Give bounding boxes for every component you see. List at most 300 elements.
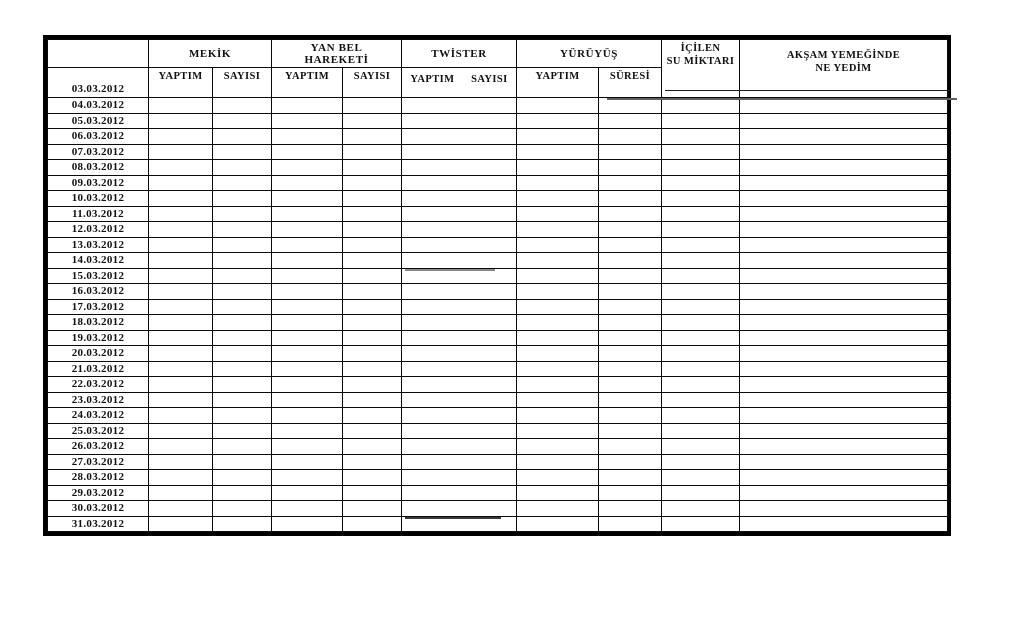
cell-yanbel-sayisi (343, 330, 402, 346)
cell-yanbel-yaptim (272, 485, 343, 501)
header-su-line2: SU (666, 56, 681, 67)
cell-yanbel-sayisi (343, 346, 402, 362)
cell-yuruyus-yaptim (517, 408, 599, 424)
cell-yuruyus-suresi (599, 439, 662, 455)
table-row (48, 191, 948, 207)
cell-mekik-sayisi (213, 98, 272, 114)
cell-yanbel-sayisi (343, 439, 402, 455)
table-row (48, 454, 948, 470)
cell-aksam-yemegi (740, 330, 948, 346)
cell-yuruyus-suresi (599, 377, 662, 393)
subheader-twister-sayisi: SAYISI (471, 74, 508, 85)
cell-yuruyus-yaptim (517, 454, 599, 470)
cell-mekik-sayisi (213, 330, 272, 346)
date-cell: 22.03.2012 (48, 377, 149, 393)
cell-su-miktari (662, 299, 740, 315)
date-cell: 09.03.2012 (48, 175, 149, 191)
cell-yuruyus-suresi (599, 330, 662, 346)
cell-mekik-sayisi (213, 175, 272, 191)
table-row (48, 485, 948, 501)
table-row (48, 160, 948, 176)
cell-yanbel-yaptim (272, 470, 343, 486)
table-row (48, 206, 948, 222)
cell-yanbel-sayisi (343, 191, 402, 207)
cell-yuruyus-yaptim (517, 330, 599, 346)
cell-yuruyus-yaptim (517, 299, 599, 315)
cell-yuruyus-suresi (599, 222, 662, 238)
cell-aksam-yemegi (740, 98, 948, 114)
cell-yuruyus-yaptim (517, 206, 599, 222)
cell-yanbel-yaptim (272, 253, 343, 269)
cell-twister (402, 284, 517, 300)
cell-mekik-yaptim (149, 361, 213, 377)
cell-yuruyus-suresi (599, 485, 662, 501)
cell-mekik-sayisi (213, 501, 272, 517)
table-row (48, 268, 948, 284)
cell-yanbel-sayisi (343, 501, 402, 517)
table-row (48, 392, 948, 408)
cell-aksam-yemegi (740, 392, 948, 408)
subheader-twister-yaptim: YAPTIM (410, 74, 455, 85)
subheader-yuruyus-yaptim: YAPTIM (517, 68, 599, 98)
cell-mekik-sayisi (213, 160, 272, 176)
cell-yanbel-sayisi (343, 113, 402, 129)
header-mekik: MEKİK (149, 40, 272, 68)
cell-twister (402, 516, 517, 532)
cell-yuruyus-suresi (599, 408, 662, 424)
date-cell: 15.03.2012 (48, 268, 149, 284)
cell-yuruyus-yaptim (517, 237, 599, 253)
date-cell: 16.03.2012 (48, 284, 149, 300)
cell-yuruyus-yaptim (517, 253, 599, 269)
cell-twister (402, 144, 517, 160)
cell-yuruyus-yaptim (517, 377, 599, 393)
table-row (48, 222, 948, 238)
cell-twister (402, 485, 517, 501)
cell-twister (402, 470, 517, 486)
cell-yanbel-sayisi (343, 237, 402, 253)
subheader-mekik-yaptim: YAPTIM (149, 68, 213, 98)
cell-mekik-sayisi (213, 315, 272, 331)
date-cell: 18.03.2012 (48, 315, 149, 331)
cell-yuruyus-yaptim (517, 516, 599, 532)
cell-twister (402, 129, 517, 145)
cell-yuruyus-suresi (599, 98, 662, 114)
cell-su-miktari (662, 98, 740, 114)
cell-su-miktari (662, 284, 740, 300)
table-row (48, 377, 948, 393)
table-row (48, 237, 948, 253)
cell-yuruyus-yaptim (517, 175, 599, 191)
cell-mekik-yaptim (149, 206, 213, 222)
cell-su-miktari (662, 439, 740, 455)
cell-mekik-sayisi (213, 516, 272, 532)
cell-mekik-yaptim (149, 346, 213, 362)
cell-su-miktari (662, 315, 740, 331)
cell-twister (402, 113, 517, 129)
cell-aksam-yemegi (740, 377, 948, 393)
cell-aksam-yemegi (740, 485, 948, 501)
cell-mekik-yaptim (149, 470, 213, 486)
cell-mekik-yaptim (149, 377, 213, 393)
cell-aksam-yemegi (740, 268, 948, 284)
table-row (48, 144, 948, 160)
cell-su-miktari (662, 485, 740, 501)
subheader-yanbel-sayisi: SAYISI (343, 68, 402, 98)
cell-yanbel-sayisi (343, 160, 402, 176)
header-yan-bel-line1: YAN BEL (310, 41, 363, 54)
cell-su-miktari (662, 377, 740, 393)
cell-yanbel-sayisi (343, 175, 402, 191)
cell-yanbel-sayisi (343, 253, 402, 269)
header-aksam-line2: NE YEDİM (815, 63, 872, 74)
cell-aksam-yemegi (740, 237, 948, 253)
cell-mekik-sayisi (213, 299, 272, 315)
cell-su-miktari (662, 392, 740, 408)
cell-twister (402, 377, 517, 393)
cell-yuruyus-yaptim (517, 423, 599, 439)
cell-mekik-yaptim (149, 485, 213, 501)
cell-aksam-yemegi (740, 315, 948, 331)
cell-mekik-sayisi (213, 470, 272, 486)
cell-twister (402, 439, 517, 455)
date-cell: 12.03.2012 (48, 222, 149, 238)
date-cell: 04.03.2012 (48, 98, 149, 114)
cell-twister (402, 191, 517, 207)
cell-aksam-yemegi (740, 175, 948, 191)
cell-yuruyus-suresi (599, 206, 662, 222)
cell-aksam-yemegi (740, 454, 948, 470)
header-aksam-line1: AKŞAM YEMEĞİNDE (786, 50, 901, 61)
header-su-line1: İÇİLEN (680, 43, 721, 54)
cell-yuruyus-suresi (599, 284, 662, 300)
cell-mekik-yaptim (149, 144, 213, 160)
cell-yanbel-yaptim (272, 222, 343, 238)
date-cell: 07.03.2012 (48, 144, 149, 160)
cell-aksam-yemegi (740, 423, 948, 439)
cell-su-miktari (662, 160, 740, 176)
cell-aksam-yemegi (740, 439, 948, 455)
cell-mekik-sayisi (213, 268, 272, 284)
cell-yuruyus-yaptim (517, 392, 599, 408)
cell-su-miktari (662, 222, 740, 238)
cell-twister (402, 330, 517, 346)
date-cell: 26.03.2012 (48, 439, 149, 455)
cell-yanbel-sayisi (343, 284, 402, 300)
cell-twister (402, 206, 517, 222)
cell-twister (402, 361, 517, 377)
cell-yanbel-yaptim (272, 160, 343, 176)
subheader-yuruyus-suresi: SÜRESİ (599, 68, 662, 98)
cell-su-miktari (662, 501, 740, 517)
cell-yanbel-sayisi (343, 206, 402, 222)
cell-mekik-yaptim (149, 253, 213, 269)
subheader-twister (402, 68, 517, 98)
cell-yuruyus-yaptim (517, 485, 599, 501)
cell-mekik-sayisi (213, 284, 272, 300)
cell-yuruyus-suresi (599, 129, 662, 145)
cell-yuruyus-suresi (599, 299, 662, 315)
cell-su-miktari (662, 144, 740, 160)
cell-yanbel-yaptim (272, 361, 343, 377)
table-row (48, 439, 948, 455)
cell-yuruyus-suresi (599, 454, 662, 470)
cell-aksam-yemegi (740, 129, 948, 145)
header-aksam-yemegi (740, 40, 948, 98)
cell-yanbel-yaptim (272, 346, 343, 362)
date-cell: 31.03.2012 (48, 516, 149, 532)
cell-mekik-yaptim (149, 392, 213, 408)
table-row (48, 330, 948, 346)
cell-mekik-yaptim (149, 423, 213, 439)
cell-aksam-yemegi (740, 361, 948, 377)
cell-yuruyus-yaptim (517, 268, 599, 284)
cell-yanbel-yaptim (272, 516, 343, 532)
cell-su-miktari (662, 253, 740, 269)
cell-mekik-yaptim (149, 284, 213, 300)
cell-yanbel-yaptim (272, 237, 343, 253)
cell-yuruyus-yaptim (517, 470, 599, 486)
cell-mekik-sayisi (213, 439, 272, 455)
cell-aksam-yemegi (740, 160, 948, 176)
cell-yuruyus-suresi (599, 423, 662, 439)
cell-aksam-yemegi (740, 408, 948, 424)
cell-yanbel-sayisi (343, 222, 402, 238)
cell-aksam-yemegi (740, 470, 948, 486)
cell-yuruyus-yaptim (517, 113, 599, 129)
cell-mekik-sayisi (213, 454, 272, 470)
cell-su-miktari (662, 268, 740, 284)
cell-yuruyus-suresi (599, 392, 662, 408)
cell-yanbel-yaptim (272, 98, 343, 114)
cell-mekik-yaptim (149, 408, 213, 424)
cell-yuruyus-yaptim (517, 191, 599, 207)
cell-mekik-yaptim (149, 516, 213, 532)
cell-mekik-sayisi (213, 144, 272, 160)
cell-mekik-yaptim (149, 129, 213, 145)
cell-mekik-sayisi (213, 423, 272, 439)
cell-su-miktari (662, 470, 740, 486)
cell-yanbel-yaptim (272, 268, 343, 284)
cell-mekik-yaptim (149, 160, 213, 176)
cell-yanbel-yaptim (272, 330, 343, 346)
cell-twister (402, 222, 517, 238)
cell-yuruyus-suresi (599, 175, 662, 191)
cell-yuruyus-suresi (599, 501, 662, 517)
cell-aksam-yemegi (740, 501, 948, 517)
cell-yanbel-yaptim (272, 315, 343, 331)
cell-aksam-yemegi (740, 113, 948, 129)
cell-yanbel-sayisi (343, 392, 402, 408)
cell-twister (402, 501, 517, 517)
cell-yuruyus-yaptim (517, 439, 599, 455)
cell-yuruyus-suresi (599, 268, 662, 284)
cell-mekik-yaptim (149, 315, 213, 331)
table-row (48, 129, 948, 145)
cell-yanbel-sayisi (343, 408, 402, 424)
cell-yanbel-yaptim (272, 144, 343, 160)
table-row (48, 299, 948, 315)
cell-mekik-yaptim (149, 454, 213, 470)
cell-su-miktari (662, 346, 740, 362)
cell-twister (402, 98, 517, 114)
cell-yuruyus-yaptim (517, 160, 599, 176)
cell-mekik-yaptim (149, 237, 213, 253)
date-cell: 11.03.2012 (48, 206, 149, 222)
cell-yuruyus-yaptim (517, 144, 599, 160)
cell-aksam-yemegi (740, 346, 948, 362)
cell-su-miktari (662, 423, 740, 439)
cell-aksam-yemegi (740, 516, 948, 532)
cell-mekik-sayisi (213, 485, 272, 501)
cell-yuruyus-suresi (599, 144, 662, 160)
cell-mekik-sayisi (213, 191, 272, 207)
cell-aksam-yemegi (740, 206, 948, 222)
table-row (48, 175, 948, 191)
cell-yuruyus-suresi (599, 516, 662, 532)
cell-yanbel-sayisi (343, 454, 402, 470)
cell-yuruyus-yaptim (517, 222, 599, 238)
cell-yanbel-yaptim (272, 454, 343, 470)
date-cell: 23.03.2012 (48, 392, 149, 408)
cell-yanbel-sayisi (343, 98, 402, 114)
cell-yanbel-yaptim (272, 439, 343, 455)
cell-yanbel-yaptim (272, 423, 343, 439)
date-cell: 13.03.2012 (48, 237, 149, 253)
cell-yanbel-sayisi (343, 377, 402, 393)
cell-su-miktari (662, 330, 740, 346)
cell-mekik-yaptim (149, 191, 213, 207)
cell-su-miktari (662, 237, 740, 253)
cell-aksam-yemegi (740, 253, 948, 269)
cell-yuruyus-suresi (599, 113, 662, 129)
cell-aksam-yemegi (740, 284, 948, 300)
cell-twister (402, 175, 517, 191)
cell-mekik-sayisi (213, 253, 272, 269)
cell-yanbel-sayisi (343, 268, 402, 284)
cell-twister (402, 346, 517, 362)
table-row (48, 501, 948, 517)
cell-mekik-yaptim (149, 299, 213, 315)
cell-mekik-yaptim (149, 330, 213, 346)
cell-su-miktari (662, 191, 740, 207)
date-cell: 25.03.2012 (48, 423, 149, 439)
cell-yanbel-sayisi (343, 361, 402, 377)
cell-yuruyus-suresi (599, 191, 662, 207)
cell-yanbel-sayisi (343, 315, 402, 331)
cell-aksam-yemegi (740, 144, 948, 160)
cell-yuruyus-yaptim (517, 129, 599, 145)
cell-yanbel-yaptim (272, 377, 343, 393)
cell-aksam-yemegi (740, 222, 948, 238)
table-row (48, 253, 948, 269)
cell-su-miktari (662, 454, 740, 470)
cell-yanbel-sayisi (343, 423, 402, 439)
cell-twister (402, 392, 517, 408)
cell-su-miktari (662, 408, 740, 424)
cell-yanbel-sayisi (343, 470, 402, 486)
date-cell: 30.03.2012 (48, 501, 149, 517)
subheader-yanbel-yaptim: YAPTIM (272, 68, 343, 98)
cell-yuruyus-yaptim (517, 501, 599, 517)
cell-yuruyus-yaptim (517, 361, 599, 377)
cell-mekik-yaptim (149, 113, 213, 129)
cell-aksam-yemegi (740, 299, 948, 315)
cell-yanbel-yaptim (272, 501, 343, 517)
cell-mekik-sayisi (213, 113, 272, 129)
cell-yuruyus-suresi (599, 346, 662, 362)
cell-yanbel-sayisi (343, 144, 402, 160)
cell-twister (402, 299, 517, 315)
cell-su-miktari (662, 206, 740, 222)
cell-su-miktari (662, 361, 740, 377)
cell-yuruyus-suresi (599, 315, 662, 331)
cell-mekik-sayisi (213, 222, 272, 238)
cell-twister (402, 454, 517, 470)
table-row (48, 516, 948, 532)
cell-yanbel-sayisi (343, 516, 402, 532)
cell-mekik-sayisi (213, 346, 272, 362)
cell-yanbel-yaptim (272, 392, 343, 408)
tracking-table (47, 39, 948, 532)
date-cell: 24.03.2012 (48, 408, 149, 424)
cell-mekik-sayisi (213, 237, 272, 253)
cell-yuruyus-suresi (599, 361, 662, 377)
table-row (48, 315, 948, 331)
cell-su-miktari (662, 516, 740, 532)
cell-yuruyus-suresi (599, 253, 662, 269)
cell-yuruyus-suresi (599, 237, 662, 253)
date-cell: 08.03.2012 (48, 160, 149, 176)
cell-twister (402, 237, 517, 253)
cell-twister (402, 423, 517, 439)
cell-yanbel-yaptim (272, 175, 343, 191)
cell-mekik-sayisi (213, 408, 272, 424)
cell-twister (402, 160, 517, 176)
date-cell: 17.03.2012 (48, 299, 149, 315)
cell-yuruyus-yaptim (517, 346, 599, 362)
cell-yuruyus-suresi (599, 470, 662, 486)
cell-yanbel-sayisi (343, 485, 402, 501)
date-cell: 28.03.2012 (48, 470, 149, 486)
header-icilen-su-miktari (662, 40, 740, 98)
cell-yanbel-sayisi (343, 129, 402, 145)
table-row (48, 113, 948, 129)
table-row (48, 361, 948, 377)
table-row (48, 346, 948, 362)
cell-su-miktari (662, 129, 740, 145)
date-cell: 20.03.2012 (48, 346, 149, 362)
date-cell: 10.03.2012 (48, 191, 149, 207)
date-cell: 05.03.2012 (48, 113, 149, 129)
cell-yanbel-sayisi (343, 299, 402, 315)
header-yan-bel-hareketi (272, 40, 402, 68)
date-cell: 14.03.2012 (48, 253, 149, 269)
date-cell: 06.03.2012 (48, 129, 149, 145)
cell-yanbel-yaptim (272, 206, 343, 222)
cell-mekik-sayisi (213, 361, 272, 377)
table-row (48, 284, 948, 300)
cell-yuruyus-yaptim (517, 284, 599, 300)
cell-su-miktari (662, 175, 740, 191)
date-cell: 21.03.2012 (48, 361, 149, 377)
cell-mekik-yaptim (149, 175, 213, 191)
cell-yuruyus-yaptim (517, 98, 599, 114)
table-row (48, 98, 948, 114)
cell-mekik-yaptim (149, 98, 213, 114)
cell-yanbel-yaptim (272, 113, 343, 129)
cell-yanbel-yaptim (272, 191, 343, 207)
